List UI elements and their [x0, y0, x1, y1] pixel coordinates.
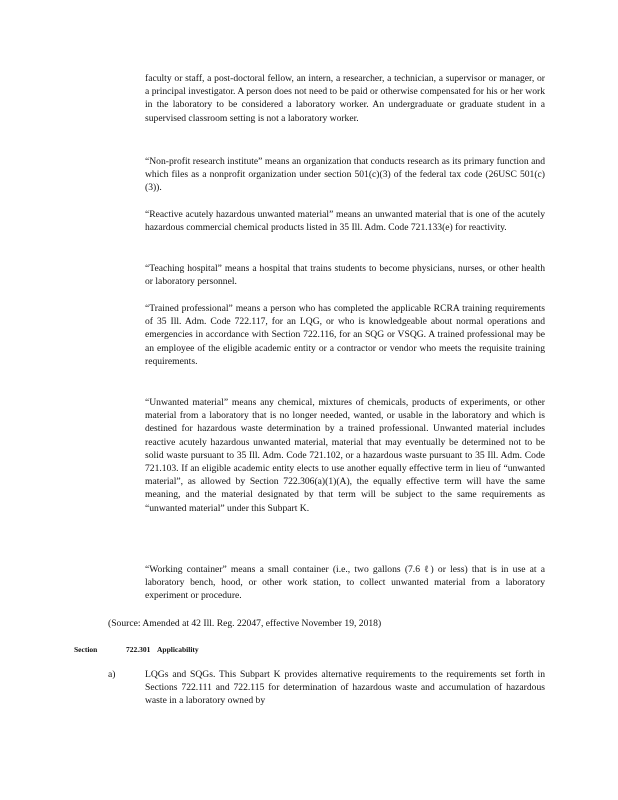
list-item-label: a) [108, 669, 116, 680]
section-title: Applicability [157, 645, 199, 654]
definition-reactive-acutely-hazardous-unwanted-material: “Reactive acutely hazardous unwanted material” means an unwanted material that is one of the acutely hazardous commercial chemical products listed in 35 Ill. Adm. Code 721.133(e) for reactivity. [145, 209, 545, 234]
definition-working-container: “Working container” means a small container (i.e., two gallons (7.6 ℓ) or less) that is in use at a laboratory bench, hood, or other work station, to collect unwanted material from a laboratory experiment or procedure. [145, 564, 545, 602]
list-item-text: LQGs and SQGs. This Subpart K provides alternative requirements to the requirements set forth in Sections 722.111 and 722.115 for determination of hazardous waste and accumulation of hazardous waste in a laboratory owned by [145, 669, 545, 707]
definition-trained-professional: “Trained professional” means a person who has completed the applicable RCRA training requirements of 35 Ill. Adm. Code 722.117, for an LQG, or who is knowledgeable about normal operations and emergencies in accordance with Section 722.116, for an SQG or VSQG. A trained professional may be an employee of the eligible academic entity or a contractor or vendor who meets the requisite training requirements. [145, 303, 545, 367]
definition-teaching-hospital: “Teaching hospital” means a hospital that trains students to become physicians, nurses, or other health or laboratory personnel. [145, 263, 545, 288]
section-number: 722.301 [126, 645, 151, 654]
source-note: (Source: Amended at 42 Ill. Reg. 22047, effective November 19, 2018) [108, 618, 382, 629]
definition-laboratory-worker-continued: faculty or staff, a post-doctoral fellow, an intern, a researcher, a technician, a supervisor or manager, or a principal investigator. A person does not need to be paid or otherwise compensated for his or her work in the laboratory to be considered a laboratory worker. An undergraduate or graduate student in a supervised classroom setting is not a laboratory worker. [145, 73, 545, 124]
section-label: Section [74, 645, 98, 654]
definition-unwanted-material: “Unwanted material” means any chemical, mixtures of chemicals, products of experiments, or other material from a laboratory that is no longer needed, wanted, or usable in the laboratory and which is destined for hazardous waste determination by a trained professional. Unwanted material includes reactive acutely hazardous unwanted material, material that may eventually be determined not to be solid waste pursuant to 35 Ill. Adm. Code 721.102, or a hazardous waste pursuant to 35 Ill. Adm. Code 721.103. If an eligible academic entity elects to use another equally effective term in lieu of “unwanted material”, as allowed by Section 722.306(a)(1)(A), the equally effective term will have the same meaning, and the material designated by that term will be subject to the same requirements as “unwanted material” under this Subpart K. [145, 397, 545, 514]
definition-non-profit-research-institute: “Non-profit research institute” means an organization that conducts research as its primary function and which files as a nonprofit organization under section 501(c)(3) of the federal tax code (26USC 501(c)(3)). [145, 156, 545, 194]
